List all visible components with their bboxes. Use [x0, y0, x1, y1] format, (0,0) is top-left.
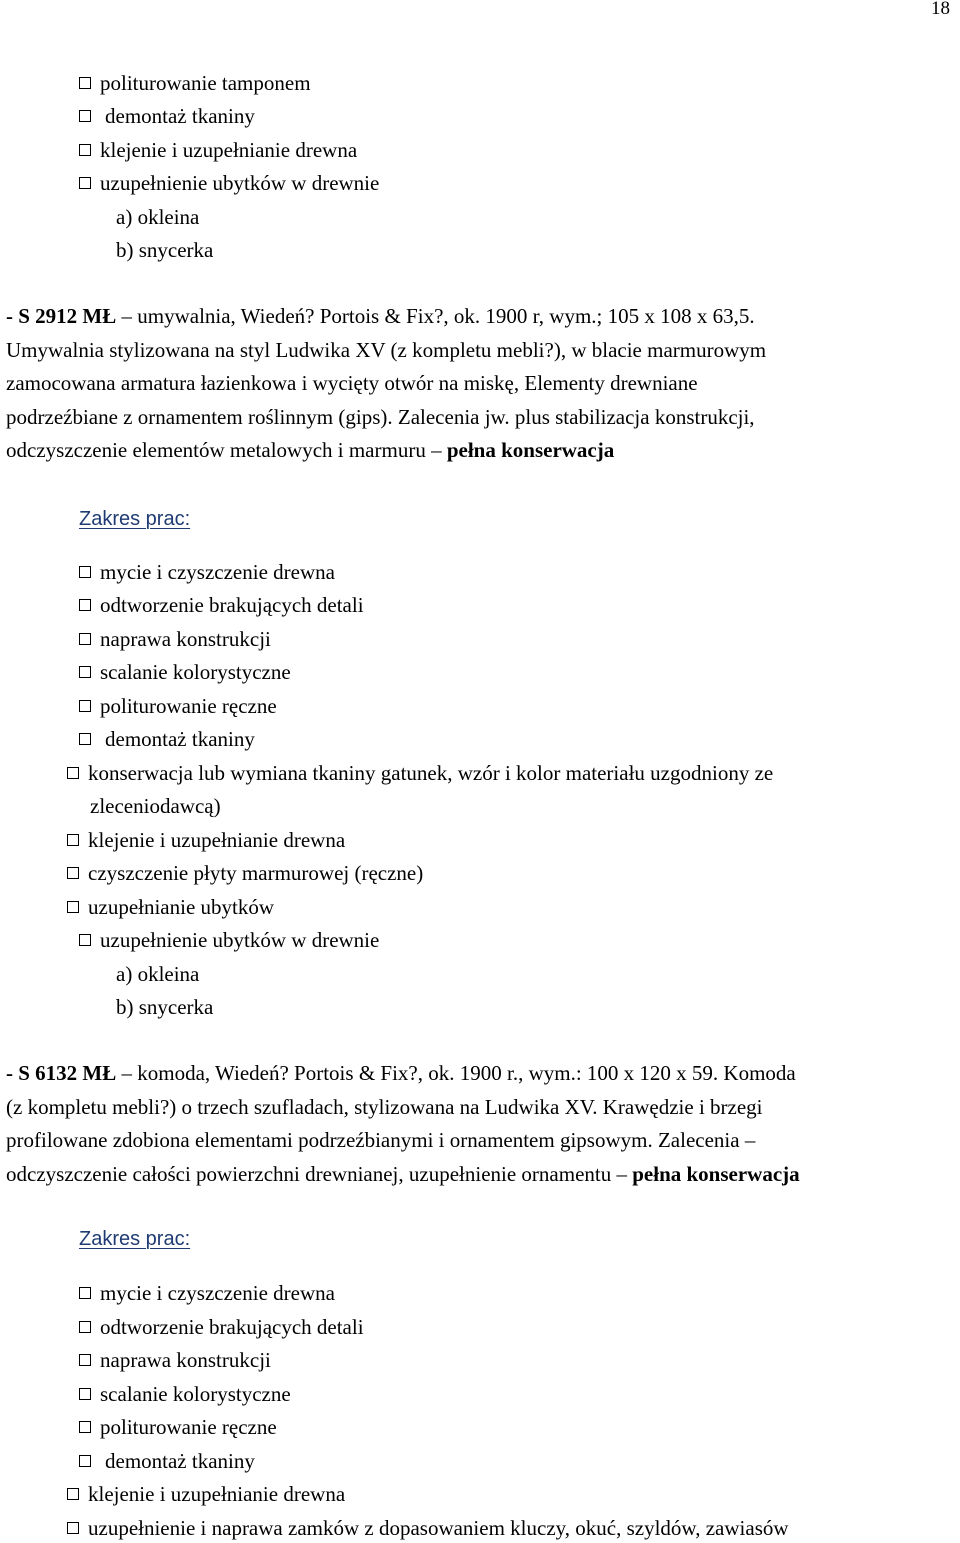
checklist-item	[79, 1281, 335, 1305]
entry-text: Umywalnia stylizowana na styl Ludwika XV (z kompletu mebli?), w blacie marmurowym	[6, 337, 767, 362]
checklist-item	[79, 1382, 291, 1406]
item-label: naprawa konstrukcji	[100, 1348, 271, 1372]
checklist-item	[79, 1315, 364, 1339]
item-label: politurowanie ręczne	[100, 1415, 277, 1439]
checklist-item	[79, 694, 277, 718]
checklist-item	[79, 727, 255, 751]
checklist-item	[79, 171, 379, 195]
item-label: klejenie i uzupełnianie drewna	[88, 1482, 346, 1506]
checkbox-icon	[79, 1388, 91, 1400]
checkbox-icon	[79, 700, 91, 712]
checklist-item	[67, 761, 773, 785]
item-label: mycie i czyszczenie drewna	[100, 560, 335, 584]
item-label: demontaż tkaniny	[105, 104, 255, 128]
checklist-item	[79, 627, 271, 651]
item-label: demontaż tkaniny	[105, 1449, 255, 1473]
checkbox-icon	[67, 1522, 79, 1534]
checkbox-icon	[79, 177, 91, 189]
checklist-item	[79, 1415, 277, 1439]
checkbox-icon	[79, 599, 91, 611]
entry-text: – komoda, Wiedeń? Portois & Fix?, ok. 1900 r., wym.: 100 x 120 x 59. Komoda	[116, 1061, 796, 1085]
inventory-number: - S 6132 MŁ	[6, 1061, 117, 1085]
section-header: Zakres prac:	[79, 1228, 191, 1250]
checklist-item	[79, 71, 311, 95]
entry-text: odczyszczenie całości powierzchni drewnianej, uzupełnienie ornamentu –	[6, 1161, 633, 1186]
checkbox-icon	[79, 1287, 91, 1299]
checkbox-icon	[79, 110, 91, 122]
checkbox-icon	[79, 666, 91, 678]
checkbox-icon	[67, 901, 79, 913]
entry-text: zamocowana armatura łazienkowa i wycięty otwór na miskę, Elementy drewniane	[6, 371, 698, 395]
item-label: demontaż tkaniny	[105, 727, 255, 751]
item-label: scalanie kolorystyczne	[100, 660, 291, 684]
checklist-item	[79, 560, 335, 584]
conservation-type: pełna konserwacja	[632, 1161, 800, 1186]
checkbox-icon	[79, 144, 91, 156]
item-label: uzupełnienie i naprawa zamków z dopasowaniem kluczy, okuć, szyldów, zawiasów	[88, 1516, 789, 1540]
entry-description	[6, 1057, 956, 1191]
checkbox-icon	[79, 1455, 91, 1467]
item-label: konserwacja lub wymiana tkaniny gatunek, wzór i kolor materiału uzgodniony ze	[88, 761, 774, 785]
checklist-item	[79, 104, 255, 128]
item-label: scalanie kolorystyczne	[100, 1382, 291, 1406]
sub-item: b) snycerka	[116, 995, 214, 1019]
entry-text: (z kompletu mebli?) o trzech szufladach, stylizowana na Ludwika XV. Krawędzie i brzegi	[6, 1094, 763, 1119]
section-header: Zakres prac:	[79, 508, 191, 530]
checklist-item	[79, 660, 291, 684]
checklist-item	[67, 1482, 345, 1506]
inventory-number: - S 2912 MŁ	[6, 304, 117, 328]
item-label: uzupełnienie ubytków w drewnie	[100, 928, 380, 952]
checkbox-icon	[79, 633, 91, 645]
item-label: odtworzenie brakujących detali	[100, 593, 364, 617]
item-label: mycie i czyszczenie drewna	[100, 1281, 335, 1305]
checkbox-icon	[67, 867, 79, 879]
entry-text: – umywalnia, Wiedeń? Portois & Fix?, ok. 1900 r, wym.; 105 x 108 x 63,5.	[116, 304, 755, 328]
checklist-item	[79, 593, 364, 617]
checklist-item	[67, 828, 345, 852]
checklist-item	[79, 1348, 271, 1372]
entry-text: podrzeźbiane z ornamentem roślinnym (gips). Zalecenia jw. plus stabilizacja konstrukcji,	[6, 404, 755, 429]
checklist-item-continuation: zleceniodawcą)	[90, 794, 221, 818]
checkbox-icon	[79, 733, 91, 745]
checkbox-icon	[67, 1488, 79, 1500]
checklist-item	[79, 138, 357, 162]
sub-item: a) okleina	[116, 962, 200, 986]
checkbox-icon	[79, 77, 91, 89]
item-label: uzupełnienie ubytków w drewnie	[100, 171, 380, 195]
item-label: politurowanie tamponem	[100, 71, 311, 95]
conservation-type: pełna konserwacja	[446, 438, 615, 462]
checklist-item	[67, 895, 274, 919]
entry-text: profilowane zdobiona elementami podrzeźbianymi i ornamentem gipsowym. Zalecenia –	[6, 1128, 756, 1152]
item-label: odtworzenie brakujących detali	[100, 1315, 364, 1339]
checkbox-icon	[79, 1354, 91, 1366]
checkbox-icon	[79, 566, 91, 578]
checkbox-icon	[67, 834, 79, 846]
item-label: uzupełnianie ubytków	[88, 895, 275, 919]
item-label: klejenie i uzupełnianie drewna	[88, 828, 346, 852]
checkbox-icon	[79, 934, 91, 946]
entry-text: odczyszczenie elementów metalowych i marmuru –	[6, 438, 447, 462]
entry-description	[6, 300, 956, 468]
sub-item: b) snycerka	[116, 238, 214, 262]
item-label: klejenie i uzupełnianie drewna	[100, 138, 358, 162]
page-number: 18	[931, 0, 950, 19]
item-label: politurowanie ręczne	[100, 694, 277, 718]
checklist-item	[79, 928, 379, 952]
sub-item: a) okleina	[116, 205, 200, 229]
checklist-item	[79, 1449, 255, 1473]
item-label: czyszczenie płyty marmurowej (ręczne)	[88, 861, 424, 885]
checklist-item	[67, 861, 423, 885]
item-label: naprawa konstrukcji	[100, 627, 271, 651]
checkbox-icon	[79, 1321, 91, 1333]
checkbox-icon	[67, 767, 79, 779]
checkbox-icon	[79, 1421, 91, 1433]
checklist-item	[67, 1516, 789, 1540]
